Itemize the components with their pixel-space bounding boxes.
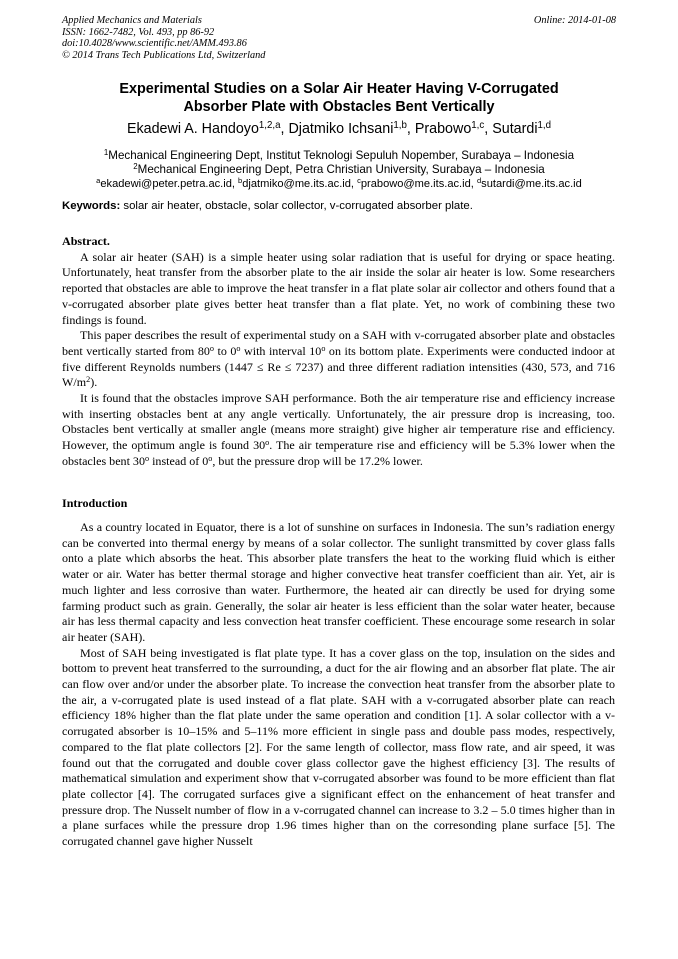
email-marker: c: [357, 176, 361, 186]
degree-sign: o: [209, 343, 214, 353]
author-superscript: 1,d: [537, 120, 552, 132]
introduction-section: [62, 520, 615, 850]
abstract-text: . The air temperature rise and efficiency will be 5.3% lower when the obstacles bent 30: [62, 438, 616, 468]
email-address: djatmiko@me.its.ac.id,: [242, 178, 358, 190]
email-marker: a: [96, 176, 101, 186]
author-superscript: 1,2,a: [258, 120, 281, 132]
affiliation-number: 1: [103, 148, 109, 158]
affiliation-text: Mechanical Engineering Dept, Institut Teknologi Sepuluh Nopember, Surabaya – Indonesia: [108, 149, 575, 162]
abstract-paragraph: A solar air heater (SAH) is a simple heater using solar radiation that is useful for drying or space heating. Unfortunately, heat transfer from the absorber plate to the air inside the solar air heater is low. Some researchers reported that obstacles are able to improve the heat transfer in a flat plate solar air collector and others found that a v-corrugated absorber plate gives better heat transfer than a flat plate. Yet, no work of combining these two findings is found.: [62, 249, 615, 327]
email-address: ekadewi@peter.petra.ac.id,: [100, 178, 239, 190]
keywords-text: solar air heater, obstacle, solar collector, v-corrugated absorber plate.: [120, 200, 473, 212]
abstract-text: on its bottom plate. Experiments were conducted indoor at five different Reynolds numbers (1447 ≤ Re ≤ 7237) and three different radiation intensities (430, 573, and 716 W/m: [62, 343, 615, 390]
keywords-line: [62, 199, 622, 213]
issn-line: ISSN: 1662-7482, Vol. 493, pp 86-92: [62, 26, 215, 38]
introduction-paragraph: Most of SAH being investigated is flat plate type. It has a cover glass on the top, insulation on the sides and bottom to prevent heat transferred to the surrounding, a duct for the air flowing and an absorber flat plate. The air can flow over and/or under the absorber plate. To increase the convection heat transfer from the absorber plate to the air, a v-corrugated plate is used instead of a flat plate. SAH with a v-corrugated absorber plate can reach efficiency 18% higher than the flat plate under the same operation and condition [1]. A solar collector with a v-corrugated absorber is 10–15% and 5–11% more efficient in single pass and double pass modes, respectively, compared to the flat plate collectors [2]. For the same length of collector, mass flow rate, and air speed, it was found out that the corrugated and double cover glass collector gave the highest efficiency [3]. The results of mathematical simulation and experiment show that v-corrugated absorber was found to be more efficient than flat plate collector [4]. The corrugated surfaces give a significant effect on the enhancement of heat transfer and pressure drop. The Nusselt number of flow in a v-corrugated channel can increase to 3.2 – 5.0 times higher than in a plane surfaces while the pressure drop 1.96 times higher than on the corresonding plane surface [5]. The corrugated channel gave higher Nusselt: [62, 645, 615, 849]
email-marker: b: [238, 176, 243, 186]
journal-name: Applied Mechanics and Materials: [62, 15, 202, 26]
paper-title: [40, 81, 638, 116]
title-line-2: Absorber Plate with Obstacles Bent Vertically: [183, 98, 495, 115]
author-list: Ekadewi A. Handoyo$^{1,2,a}$, Djatmiko Ichsani$^{1,b}$, Prabowo$^{1,c}$, Sutardi$^{1,d}$: [126, 120, 552, 137]
abstract-paragraph: [62, 391, 615, 470]
introduction-heading: Introduction: [62, 496, 128, 510]
degree-sign: o: [236, 343, 241, 353]
title-line-1: Experimental Studies on a Solar Air Heater Having V-Corrugated: [119, 81, 559, 97]
abstract-text: to 0: [213, 343, 237, 358]
author-emails: [40, 177, 638, 191]
affiliation-1: [40, 149, 638, 163]
keywords-label: Keywords:: [62, 200, 121, 212]
author-superscript: 1,b: [393, 120, 407, 132]
degree-sign: o: [265, 438, 270, 448]
author-superscript: 1,c: [471, 120, 485, 132]
affiliation-2: [40, 163, 638, 177]
abstract-paragraph: [62, 328, 615, 391]
copyright-line: © 2014 Trans Tech Publications Ltd, Switzerland: [62, 49, 266, 61]
abstract-heading: Abstract.: [62, 234, 110, 248]
email-address: sutardi@me.its.ac.id: [481, 178, 582, 190]
author-name: Djatmiko Ichsani: [288, 121, 394, 137]
email-address: prabowo@me.its.ac.id,: [360, 178, 477, 190]
abstract-section: [62, 234, 615, 470]
abstract-text: This paper describes the result of experimental study on a SAH with v-corrugated absorber plate and obstacles bent vertically started from 80: [62, 328, 615, 358]
squared-sign: 2: [86, 375, 91, 385]
abstract-text: ).: [90, 375, 98, 390]
email-marker: d: [476, 176, 482, 186]
abstract-text: It is found that the obstacles improve SAH performance. Both the air temperature rise and efficiency increase with inserting obstacles bent at any angle vertically. Unfortunately, the air pressure drop is increasing, too. Obstacles bent vertically at smaller angle (means more straight) give higher air temperature rise and efficiency. However, the optimum angle is found 30: [62, 391, 615, 453]
online-date: Online: 2014-01-08: [533, 15, 616, 26]
affiliation-number: 2: [133, 162, 138, 172]
degree-sign: o: [144, 453, 150, 463]
author-name: Ekadewi A. Handoyo: [126, 121, 259, 137]
author-name: Sutardi: [492, 121, 538, 137]
journal-header: [62, 15, 265, 61]
author-name: Prabowo: [414, 121, 472, 137]
degree-sign: o: [208, 453, 213, 463]
degree-sign: o: [321, 343, 326, 353]
introduction-heading-block: [62, 496, 615, 512]
doi-line: doi:10.4028/www.scientific.net/AMM.493.86: [62, 38, 247, 50]
abstract-text: , but the pressure drop will be 17.2% lower.: [212, 453, 423, 468]
abstract-text: instead of 0: [149, 453, 209, 468]
introduction-paragraph: As a country located in Equator, there is a lot of sunshine on surfaces in Indonesia. The sun’s radiation energy can be converted into thermal energy by means of a solar collector. The sunlight transmitted by cover glass falls onto a plate which absorbs the heat. This absorber plate transfers the heat to the working fluid which is either water or air. Water has better thermal storage and higher convective heat transfer coefficient than air. Yet, air is much lighter and less corrosive than water. Furthermore, the heated air can directly be used for drying some farming product such as grain. Generally, the solar air heater is less efficient than the solar water heater, because air has less thermal capacity and less convection heat transfer coefficient. These encourage some research in solar air heater (SAH).: [62, 520, 615, 644]
abstract-text: with interval 10: [240, 343, 322, 358]
affiliation-text: Mechanical Engineering Dept, Petra Christian University, Surabaya – Indonesia: [137, 163, 545, 176]
